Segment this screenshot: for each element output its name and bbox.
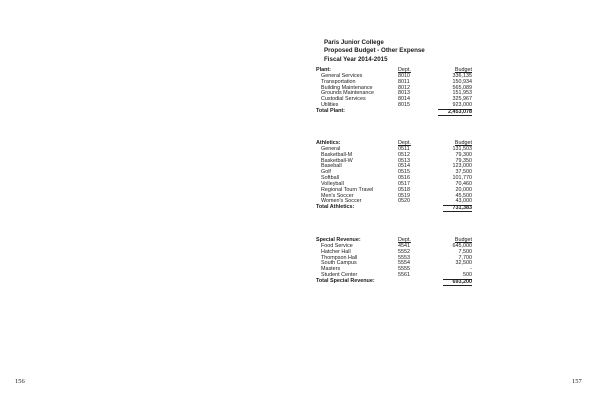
plant-title: Plant: — [316, 67, 331, 73]
row-dept: 5554 — [398, 260, 410, 267]
row-budget: 150,934 — [452, 78, 472, 85]
college-name: Paris Junior College — [324, 39, 384, 46]
total-value: 693,200 — [443, 279, 473, 286]
row-budget: 645,000 — [452, 242, 472, 249]
row-dept: 0515 — [398, 169, 410, 176]
row-budget: 43,000 — [455, 198, 472, 205]
row-budget: 565,089 — [452, 84, 472, 91]
special-budget-header-text: Budget — [454, 237, 472, 243]
row-dept: 0511 — [398, 145, 410, 152]
row-label: General Services — [321, 72, 363, 79]
row-budget: 7,700 — [458, 254, 472, 261]
total-value: 2,453,078 — [438, 109, 472, 116]
row-label: Basketball-M — [321, 151, 353, 158]
row-label: Grounds Maintenance — [321, 90, 375, 97]
row-budget: 7,500 — [458, 248, 472, 255]
row-label: Baseball — [321, 163, 342, 170]
row-budget: 151,953 — [452, 90, 472, 97]
athletics-section — [316, 141, 472, 211]
row-budget: 20,000 — [455, 186, 472, 193]
row-budget: 123,000 — [452, 163, 472, 170]
athletics-title: Athletics: — [316, 140, 341, 146]
document-title: Proposed Budget - Other Expense — [324, 47, 425, 55]
row-label: Regional Tourn Travel — [321, 186, 374, 193]
row-dept: 0516 — [398, 175, 410, 182]
row-label: Hatcher Hall — [321, 248, 351, 255]
row-label: Food Service — [321, 242, 353, 249]
row-budget: 45,500 — [455, 192, 472, 199]
plant-total-row — [316, 109, 472, 115]
athletics-budget-header-text: Budget — [454, 140, 472, 146]
row-budget: 32,500 — [455, 260, 472, 267]
row-label: Student Center — [321, 272, 358, 279]
row-budget: 101,770 — [452, 175, 472, 182]
row-budget: 336,135 — [452, 72, 472, 79]
row-dept: 8011 — [398, 78, 410, 85]
row-dept: 8014 — [398, 96, 410, 103]
row-label: Utilities — [321, 102, 339, 109]
total-value: 731,383 — [443, 205, 473, 212]
row-label: South Campus — [321, 260, 357, 267]
row-dept: 0519 — [398, 192, 410, 199]
row-label: Transportation — [321, 78, 356, 85]
row-dept: 0517 — [398, 180, 410, 187]
row-budget: 923,000 — [452, 102, 472, 109]
row-label: Volleyball — [321, 180, 344, 187]
total-label: Total Athletics: — [316, 204, 355, 211]
row-dept: 5552 — [398, 248, 410, 255]
row-budget: 79,350 — [455, 157, 472, 164]
row-dept: 8010 — [398, 72, 410, 79]
plant-budget-header-text: Budget — [454, 67, 472, 73]
special-revenue-section — [316, 238, 472, 285]
row-dept: 4541 — [398, 242, 410, 249]
special-dept-header-text: Dept. — [398, 237, 411, 243]
row-label: Custodial Services — [321, 96, 366, 103]
row-dept: 0518 — [398, 186, 410, 193]
row-dept: 5561 — [398, 272, 410, 279]
row-budget: 37,500 — [455, 169, 472, 176]
row-label: Men's Soccer — [321, 192, 354, 199]
row-dept: 0514 — [398, 163, 410, 170]
row-label: Masters — [321, 266, 341, 273]
row-dept: 5555 — [398, 266, 410, 273]
row-budget: 325,967 — [452, 96, 472, 103]
total-label: Total Plant: — [316, 107, 345, 114]
athletics-total-row — [316, 205, 472, 211]
row-label: Thompson Hall — [321, 254, 358, 261]
special-total-row — [316, 279, 472, 285]
document-header — [324, 39, 425, 64]
row-budget: 131,503 — [452, 145, 472, 152]
plant-section — [316, 68, 472, 115]
row-label: Softball — [321, 175, 339, 182]
row-dept: 5553 — [398, 254, 410, 261]
row-dept: 8015 — [398, 102, 410, 109]
total-label: Total Special Revenue: — [316, 277, 375, 284]
row-label: Golf — [321, 169, 331, 176]
row-dept: 8012 — [398, 84, 410, 91]
row-label: Women's Soccer — [321, 198, 362, 205]
special-title: Special Revenue: — [316, 237, 361, 243]
page-number-left: 156 — [15, 378, 25, 385]
row-budget: - — [470, 266, 472, 273]
row-dept: 0520 — [398, 198, 410, 205]
fiscal-year: Fiscal Year 2014-2015 — [324, 55, 388, 63]
row-budget: 70,460 — [455, 180, 472, 187]
row-dept: 8013 — [398, 90, 410, 97]
athletics-dept-header-text: Dept. — [398, 140, 411, 146]
page-number-right: 157 — [572, 378, 582, 385]
row-label: General — [321, 145, 341, 152]
row-label: Building Maintenance — [321, 84, 373, 91]
row-budget: 500 — [463, 272, 472, 279]
row-budget: 79,300 — [455, 151, 472, 158]
plant-dept-header-text: Dept. — [398, 67, 411, 73]
row-label: Basketball-W — [321, 157, 353, 164]
row-dept: 0512 — [398, 151, 410, 158]
row-dept: 0513 — [398, 157, 410, 164]
